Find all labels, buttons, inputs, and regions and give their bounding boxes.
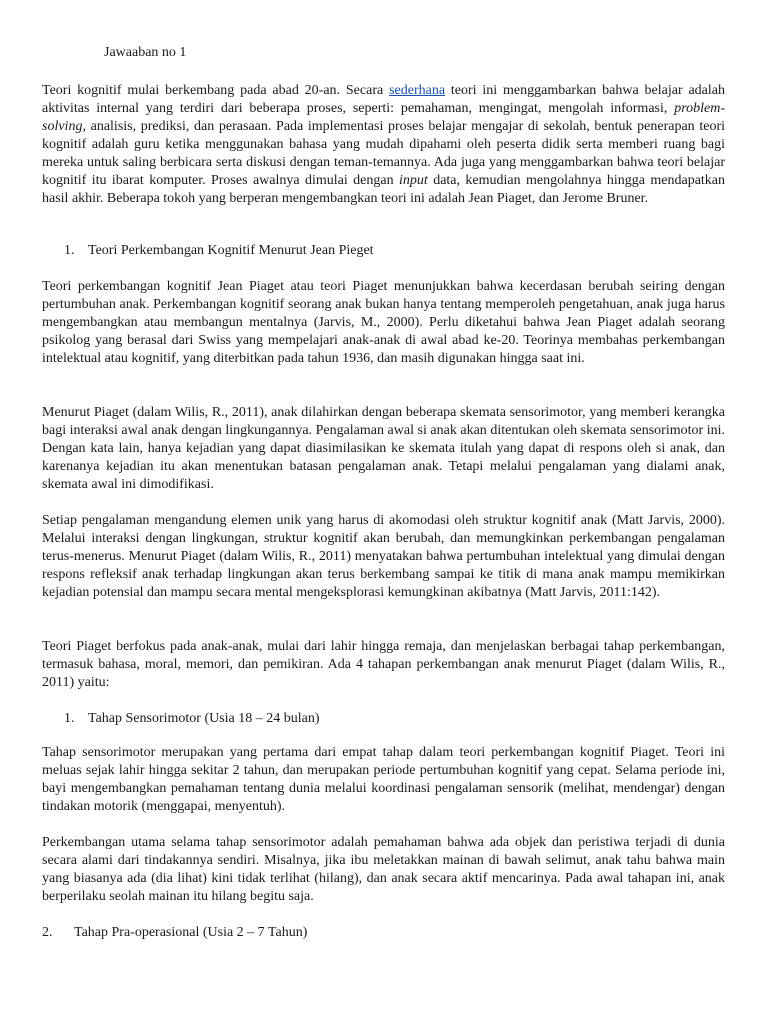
document-heading: Jawaaban no 1 xyxy=(104,45,187,60)
paragraph-object-permanence: Perkembangan utama selama tahap sensorimotor adalah pemahaman bahwa ada objek dan peristiwa terjadi di dunia secara alami dari tindakannya sendiri. Misalnya, jika ibu meletakkan mainan di bawah selimut, anak tahu bahwa main yang biasanya ada (dia lihat) kini tidak terlihat (hilang), dan anak secara aktif mencarinya. Pada awal tahapan ini, anak berperilaku seolah mainan itu hilang begitu saja. xyxy=(42,835,725,904)
paragraph-intro-text-d: data, kemudian mengolahnya hingga mendapatkan hasil akhir. Beberapa tokoh yang berperan mengembangkan teori ini adalah Jean Piaget, dan Jerome Bruner. xyxy=(42,173,726,206)
list-heading-text: Tahap Sensorimotor (Usia 18 – 24 bulan) xyxy=(88,711,320,726)
list-heading-piaget-theory xyxy=(64,242,374,260)
list-heading-sensorimotor-stage xyxy=(64,710,320,728)
paragraph-unique-experience: Setiap pengalaman mengandung elemen unik yang harus di akomodasi oleh struktur kognitif anak (Matt Jarvis, 2000). Melalui interaksi dengan lingkungan, struktur kognitif akan berubah, dan memungkinkan perkembangan pengalaman terus-menerus. Menurut Piaget (dalam Wilis, R., 2011) menyatakan bahwa pertumbuhan intelektual yang dimulai dengan respons refleksif anak terhadap lingkungan akan terus berkembang sampai ke titik di mana anak mampu memikirkan kejadian potensial dan mampu secara mental mengeksplorasi kemungkinan akibatnya (Matt Jarvis, 2011:142). xyxy=(42,513,725,600)
problem-solving-term: problem-solving xyxy=(42,101,725,134)
sederhana-link[interactable]: sederhana xyxy=(389,83,446,98)
input-term: input xyxy=(399,173,428,188)
paragraph-piaget-intro: Teori perkembangan kognitif Jean Piaget atau teori Piaget menunjukkan bahwa kecerdasan berubah seiring dengan pertumbuhan anak. Perkembangan kognitif seorang anak bukan hanya tentang memperoleh pengetahuan, anak juga harus mengembangkan atau membangun mentalnya (Jarvis, M., 2000). Perlu diketahui bahwa Jean Piaget adalah seorang psikolog yang berasal dari Swiss yang mempelajari anak-anak di awal abad ke-20. Teorinya membahas perkembangan intelektual atau kognitif, yang diterbitkan pada tahun 1936, dan masih digunakan hingga saat ini. xyxy=(42,279,725,366)
paragraph-sensorimotor-description: Tahap sensorimotor merupakan yang pertama dari empat tahap dalam teori perkembangan kognitif Piaget. Teori ini meluas sejak lahir hingga sekitar 2 tahun, dan merupakan periode pertumbuhan kognitif yang cepat. Selama periode ini, bayi mengembangkan pemahaman tentang dunia melalui koordinasi pengalaman sensorik (melihat, mendengar) dengan tindakan motorik (menggapai, menyentuh). xyxy=(42,745,725,814)
list-heading-text: Tahap Pra-operasional (Usia 2 – 7 Tahun) xyxy=(74,925,308,940)
paragraph-intro-text-a: Teori kognitif mulai berkembang pada abad 20-an. Secara xyxy=(42,83,390,98)
paragraph-intro xyxy=(42,82,725,208)
list-number: 2. xyxy=(42,925,53,940)
list-number: 1. xyxy=(64,243,75,258)
paragraph-intro-text-b: teori ini menggambarkan bahwa belajar adalah aktivitas internal yang terdiri dari beberapa proses, seperti: pemahaman, mengingat, mengolah informasi, xyxy=(42,83,725,116)
list-heading-preoperational-stage xyxy=(42,924,307,942)
list-number: 1. xyxy=(64,711,75,726)
paragraph-intro-text-c: , analisis, prediksi, dan perasaan. Pada implementasi proses belajar mengajar di sekolah, bentuk penerapan teori kognitif adalah guru ketika menggunakan bahasa yang mudah dipahami oleh peserta didik serta memberi ruang bagi mereka untuk saling berbicara serta diskusi dengan teman-temannya. Ada juga yang menggambarkan bahwa teori belajar kognitif itu ibarat komputer. Proses awalnya dimulai dengan xyxy=(42,119,725,188)
list-heading-text: Teori Perkembangan Kognitif Menurut Jean Pieget xyxy=(88,243,374,258)
paragraph-sensorimotor-schemata: Menurut Piaget (dalam Wilis, R., 2011), anak dilahirkan dengan beberapa skemata sensorimotor, yang memberi kerangka bagi interaksi awal anak dengan lingkungannya. Pengalaman awal si anak akan ditentukan oleh skemata sensorimotor ini. Dengan kata lain, hanya kejadian yang dapat diasimilasikan ke skemata itulah yang dapat di respons oleh si anak, dan karenanya kejadian itu akan menentukan batasan pengalaman anak. Tetapi melalui pengalaman yang dialami anak, skemata awal ini dimodifikasi. xyxy=(42,405,725,492)
paragraph-piaget-focus: Teori Piaget berfokus pada anak-anak, mulai dari lahir hingga remaja, dan menjelaskan berbagai tahap perkembangan, termasuk bahasa, moral, memori, dan pemikiran. Ada 4 tahapan perkembangan anak menurut Piaget (dalam Wilis, R., 2011) yaitu: xyxy=(42,639,725,690)
